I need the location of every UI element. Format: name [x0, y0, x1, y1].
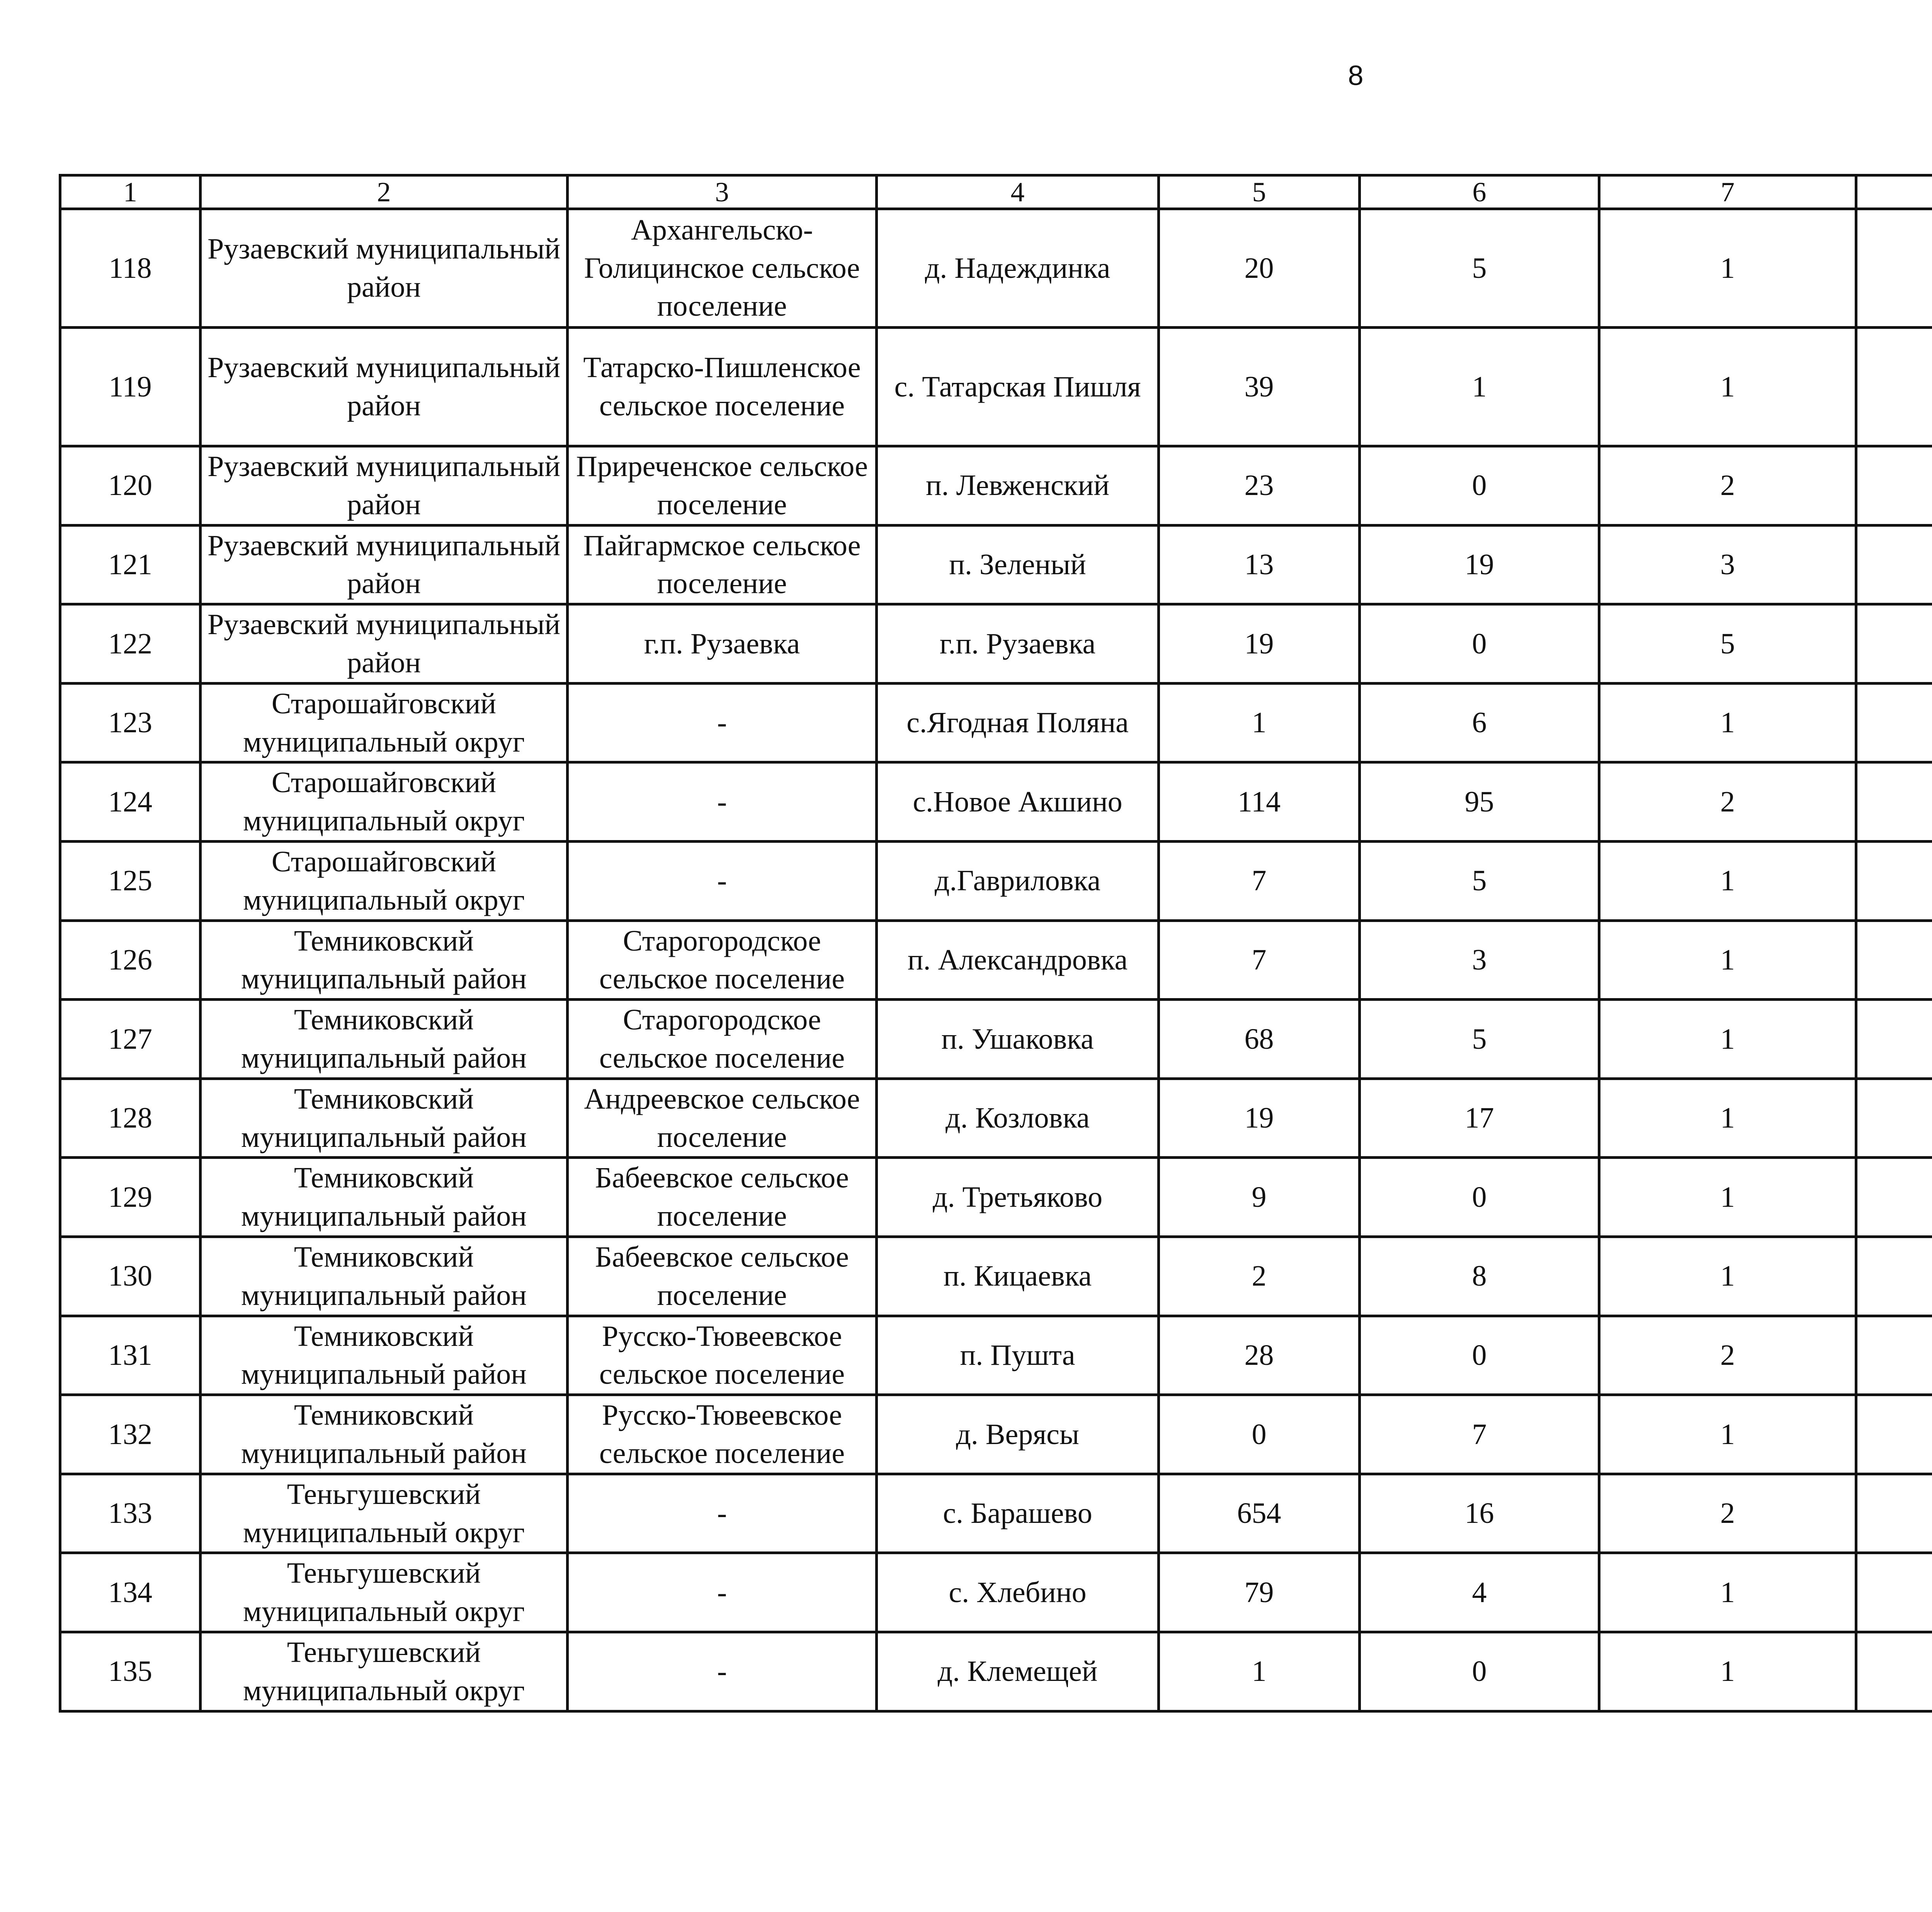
- value-cell-7: 1: [1599, 841, 1856, 920]
- district-cell: Теньгушевский муниципальный округ: [201, 1632, 568, 1711]
- row-number-cell: 128: [60, 1078, 201, 1158]
- row-number-cell: 124: [60, 762, 201, 842]
- value-cell-5: 39: [1159, 328, 1360, 446]
- value-cell-5: 114: [1159, 762, 1360, 842]
- locality-cell: с. Татарская Пишля: [877, 328, 1159, 446]
- value-cell-8: [1856, 209, 1932, 328]
- locality-cell: д. Надеждинка: [877, 209, 1159, 328]
- value-cell-8: [1856, 1395, 1932, 1474]
- settlement-cell: -: [568, 841, 877, 920]
- table-row: [60, 1395, 1932, 1474]
- value-cell-6: 16: [1360, 1474, 1599, 1553]
- value-cell-8: [1856, 762, 1932, 842]
- row-number-cell: 123: [60, 683, 201, 762]
- row-number-cell: 131: [60, 1316, 201, 1395]
- column-number-header: 4: [877, 175, 1159, 209]
- district-cell: Темниковский муниципальный район: [201, 1395, 568, 1474]
- value-cell-8: [1856, 328, 1932, 446]
- value-cell-7: 1: [1599, 1553, 1856, 1632]
- value-cell-5: 654: [1159, 1474, 1360, 1553]
- locality-cell: п. Ушаковка: [877, 1000, 1159, 1079]
- locality-cell: с. Хлебино: [877, 1553, 1159, 1632]
- value-cell-8: [1856, 1632, 1932, 1711]
- row-number-cell: 133: [60, 1474, 201, 1553]
- value-cell-8: [1856, 1000, 1932, 1079]
- column-number-header: 1: [60, 175, 201, 209]
- header-row: [60, 175, 1932, 209]
- value-cell-7: 1: [1599, 1078, 1856, 1158]
- district-cell: Рузаевский муниципальный район: [201, 604, 568, 684]
- value-cell-5: 79: [1159, 1553, 1360, 1632]
- value-cell-7: 2: [1599, 1474, 1856, 1553]
- district-cell: Старошайговский муниципальный округ: [201, 762, 568, 842]
- table-row: [60, 1316, 1932, 1395]
- table-row: [60, 1000, 1932, 1079]
- column-number-header: 3: [568, 175, 877, 209]
- value-cell-7: 3: [1599, 525, 1856, 604]
- value-cell-6: 95: [1360, 762, 1599, 842]
- value-cell-5: 9: [1159, 1158, 1360, 1237]
- value-cell-8: [1856, 525, 1932, 604]
- locality-cell: д.Гавриловка: [877, 841, 1159, 920]
- value-cell-8: [1856, 1237, 1932, 1316]
- table-row: [60, 446, 1932, 526]
- settlement-cell: Приреченское сельское поселение: [568, 446, 877, 526]
- value-cell-6: 6: [1360, 683, 1599, 762]
- settlement-cell: -: [568, 1632, 877, 1711]
- value-cell-5: 7: [1159, 920, 1360, 1000]
- value-cell-8: [1856, 920, 1932, 1000]
- row-number-cell: 118: [60, 209, 201, 328]
- district-cell: Темниковский муниципальный район: [201, 1000, 568, 1079]
- table-row: [60, 525, 1932, 604]
- value-cell-6: 1: [1360, 328, 1599, 446]
- value-cell-6: 7: [1360, 1395, 1599, 1474]
- table-row: [60, 328, 1932, 446]
- value-cell-6: 0: [1360, 446, 1599, 526]
- value-cell-5: 23: [1159, 446, 1360, 526]
- locality-cell: п. Зеленый: [877, 525, 1159, 604]
- value-cell-5: 1: [1159, 683, 1360, 762]
- locality-cell: п. Пушта: [877, 1316, 1159, 1395]
- locality-cell: д. Третьяково: [877, 1158, 1159, 1237]
- row-number-cell: 120: [60, 446, 201, 526]
- row-number-cell: 119: [60, 328, 201, 446]
- settlement-cell: -: [568, 1474, 877, 1553]
- settlement-cell: -: [568, 1553, 877, 1632]
- table-header: [60, 175, 1932, 209]
- settlement-cell: г.п. Рузаевка: [568, 604, 877, 684]
- table-row: [60, 1158, 1932, 1237]
- row-number-cell: 129: [60, 1158, 201, 1237]
- settlement-cell: Старогородское сельское поселение: [568, 1000, 877, 1079]
- value-cell-5: 19: [1159, 1078, 1360, 1158]
- district-cell: Темниковский муниципальный район: [201, 1158, 568, 1237]
- value-cell-7: 5: [1599, 604, 1856, 684]
- value-cell-7: 1: [1599, 683, 1856, 762]
- value-cell-6: 0: [1360, 1158, 1599, 1237]
- value-cell-6: 0: [1360, 1632, 1599, 1711]
- value-cell-7: 1: [1599, 209, 1856, 328]
- table-row: [60, 762, 1932, 842]
- district-cell: Рузаевский муниципальный район: [201, 328, 568, 446]
- settlement-cell: Архангельско-Голицинское сельское поселение: [568, 209, 877, 328]
- row-number-cell: 135: [60, 1632, 201, 1711]
- column-number-header: 5: [1159, 175, 1360, 209]
- district-cell: Темниковский муниципальный район: [201, 1078, 568, 1158]
- value-cell-7: 2: [1599, 1316, 1856, 1395]
- value-cell-5: 0: [1159, 1395, 1360, 1474]
- row-number-cell: 125: [60, 841, 201, 920]
- value-cell-8: [1856, 1158, 1932, 1237]
- district-cell: Теньгушевский муниципальный округ: [201, 1474, 568, 1553]
- value-cell-5: 7: [1159, 841, 1360, 920]
- district-cell: Рузаевский муниципальный район: [201, 525, 568, 604]
- locality-cell: п. Кицаевка: [877, 1237, 1159, 1316]
- value-cell-8: [1856, 1078, 1932, 1158]
- row-number-cell: 122: [60, 604, 201, 684]
- row-number-cell: 121: [60, 525, 201, 604]
- locality-cell: п. Александровка: [877, 920, 1159, 1000]
- table-row: [60, 683, 1932, 762]
- table-row: [60, 1474, 1932, 1553]
- value-cell-8: [1856, 1553, 1932, 1632]
- value-cell-6: 19: [1360, 525, 1599, 604]
- value-cell-7: 1: [1599, 1158, 1856, 1237]
- district-cell: Темниковский муниципальный район: [201, 1237, 568, 1316]
- value-cell-6: 3: [1360, 920, 1599, 1000]
- table-row: [60, 920, 1932, 1000]
- value-cell-8: [1856, 446, 1932, 526]
- data-table: [59, 174, 1932, 1713]
- table-row: [60, 1553, 1932, 1632]
- row-number-cell: 127: [60, 1000, 201, 1079]
- locality-cell: с.Новое Акшино: [877, 762, 1159, 842]
- district-cell: Рузаевский муниципальный район: [201, 446, 568, 526]
- locality-cell: с.Ягодная Поляна: [877, 683, 1159, 762]
- value-cell-6: 4: [1360, 1553, 1599, 1632]
- value-cell-6: 0: [1360, 604, 1599, 684]
- table-row: [60, 1632, 1932, 1711]
- district-cell: Рузаевский муниципальный район: [201, 209, 568, 328]
- value-cell-6: 5: [1360, 209, 1599, 328]
- district-cell: Темниковский муниципальный район: [201, 920, 568, 1000]
- value-cell-5: 13: [1159, 525, 1360, 604]
- value-cell-7: 1: [1599, 1237, 1856, 1316]
- column-number-header: 2: [201, 175, 568, 209]
- value-cell-6: 0: [1360, 1316, 1599, 1395]
- district-cell: Теньгушевский муниципальный округ: [201, 1553, 568, 1632]
- value-cell-5: 2: [1159, 1237, 1360, 1316]
- column-number-header: [1856, 175, 1932, 209]
- locality-cell: д. Клемещей: [877, 1632, 1159, 1711]
- value-cell-5: 19: [1159, 604, 1360, 684]
- row-number-cell: 130: [60, 1237, 201, 1316]
- value-cell-7: 1: [1599, 1395, 1856, 1474]
- settlement-cell: -: [568, 762, 877, 842]
- settlement-cell: Русско-Тювеевское сельское поселение: [568, 1395, 877, 1474]
- page-number: 8: [1348, 60, 1364, 91]
- value-cell-8: [1856, 841, 1932, 920]
- locality-cell: д. Верясы: [877, 1395, 1159, 1474]
- value-cell-7: 1: [1599, 1000, 1856, 1079]
- locality-cell: г.п. Рузаевка: [877, 604, 1159, 684]
- settlement-cell: Старогородское сельское поселение: [568, 920, 877, 1000]
- district-cell: Старошайговский муниципальный округ: [201, 683, 568, 762]
- value-cell-8: [1856, 683, 1932, 762]
- settlement-cell: Бабеевское сельское поселение: [568, 1237, 877, 1316]
- row-number-cell: 126: [60, 920, 201, 1000]
- column-number-header: 6: [1360, 175, 1599, 209]
- locality-cell: д. Козловка: [877, 1078, 1159, 1158]
- row-number-cell: 134: [60, 1553, 201, 1632]
- locality-cell: п. Левженский: [877, 446, 1159, 526]
- value-cell-7: 2: [1599, 762, 1856, 842]
- value-cell-6: 5: [1360, 1000, 1599, 1079]
- value-cell-7: 1: [1599, 1632, 1856, 1711]
- value-cell-6: 5: [1360, 841, 1599, 920]
- table-row: [60, 1078, 1932, 1158]
- value-cell-5: 28: [1159, 1316, 1360, 1395]
- table-row: [60, 604, 1932, 684]
- value-cell-8: [1856, 1474, 1932, 1553]
- table-row: [60, 209, 1932, 328]
- settlement-cell: Русско-Тювеевское сельское поселение: [568, 1316, 877, 1395]
- value-cell-7: 1: [1599, 328, 1856, 446]
- column-number-header: 7: [1599, 175, 1856, 209]
- value-cell-5: 68: [1159, 1000, 1360, 1079]
- value-cell-6: 8: [1360, 1237, 1599, 1316]
- settlement-cell: Андреевское сельское поселение: [568, 1078, 877, 1158]
- table-row: [60, 1237, 1932, 1316]
- value-cell-7: 1: [1599, 920, 1856, 1000]
- settlement-cell: -: [568, 683, 877, 762]
- settlement-cell: Пайгармское сельское поселение: [568, 525, 877, 604]
- table-row: [60, 841, 1932, 920]
- value-cell-7: 2: [1599, 446, 1856, 526]
- table-body: [60, 209, 1932, 1711]
- value-cell-6: 17: [1360, 1078, 1599, 1158]
- locality-cell: с. Барашево: [877, 1474, 1159, 1553]
- settlement-cell: Бабеевское сельское поселение: [568, 1158, 877, 1237]
- value-cell-8: [1856, 1316, 1932, 1395]
- row-number-cell: 132: [60, 1395, 201, 1474]
- settlement-cell: Татарско-Пишленское сельское поселение: [568, 328, 877, 446]
- value-cell-8: [1856, 604, 1932, 684]
- value-cell-5: 1: [1159, 1632, 1360, 1711]
- value-cell-5: 20: [1159, 209, 1360, 328]
- district-cell: Темниковский муниципальный район: [201, 1316, 568, 1395]
- district-cell: Старошайговский муниципальный округ: [201, 841, 568, 920]
